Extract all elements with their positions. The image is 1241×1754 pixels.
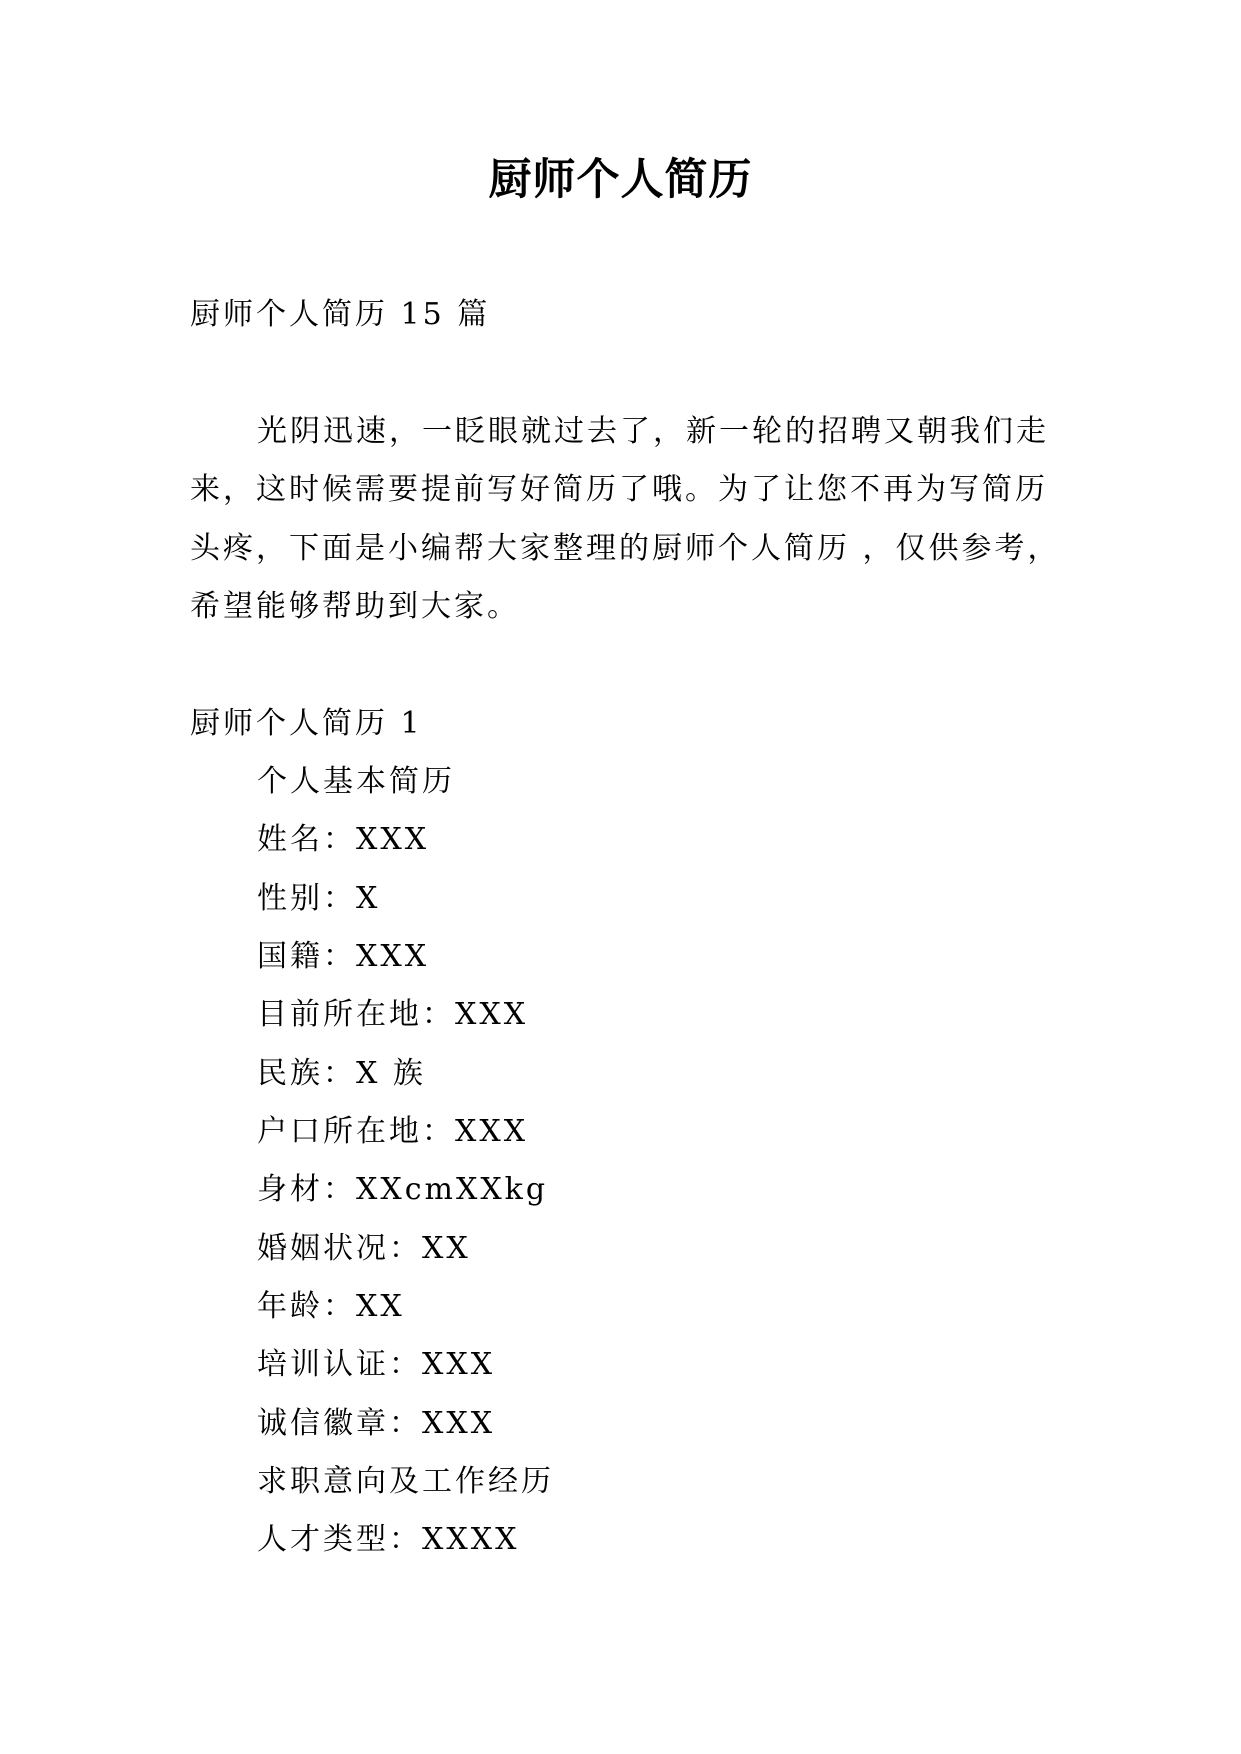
field-nationality: 国籍：XXX bbox=[257, 939, 430, 974]
section-heading-job-intent: 求职意向及工作经历 bbox=[257, 1464, 554, 1499]
page-title: 厨师个人简历 bbox=[488, 155, 753, 205]
field-integrity-badge: 诚信徽章：XXX bbox=[257, 1406, 496, 1441]
intro-line-1: 光阴迅速，一眨眼就过去了，新一轮的招聘又朝我们走 bbox=[257, 414, 1049, 449]
intro-line-3: 头疼，下面是小编帮大家整理的厨师个人简历 ，仅供参考， bbox=[190, 531, 1061, 566]
section-title: 厨师个人简历 1 bbox=[190, 706, 423, 741]
intro-line-4: 希望能够帮助到大家。 bbox=[190, 589, 520, 624]
field-physique: 身材：XXcmXXkg bbox=[257, 1172, 549, 1207]
field-name: 姓名：XXX bbox=[257, 822, 430, 857]
field-current-location: 目前所在地：XXX bbox=[257, 997, 529, 1032]
field-age: 年龄：XX bbox=[257, 1289, 405, 1324]
intro-line-2: 来，这时候需要提前写好简历了哦。为了让您不再为写简历 bbox=[190, 472, 1048, 507]
field-marital-status: 婚姻状况：XX bbox=[257, 1231, 471, 1266]
subtitle: 厨师个人简历 15 篇 bbox=[190, 297, 491, 332]
section-heading-basic: 个人基本简历 bbox=[257, 764, 455, 799]
field-ethnicity: 民族：X 族 bbox=[257, 1056, 426, 1091]
field-gender: 性别：X bbox=[257, 881, 381, 916]
field-household-location: 户口所在地：XXX bbox=[257, 1114, 529, 1149]
field-talent-type: 人才类型：XXXX bbox=[257, 1522, 520, 1557]
field-training-certification: 培训认证：XXX bbox=[257, 1347, 496, 1382]
